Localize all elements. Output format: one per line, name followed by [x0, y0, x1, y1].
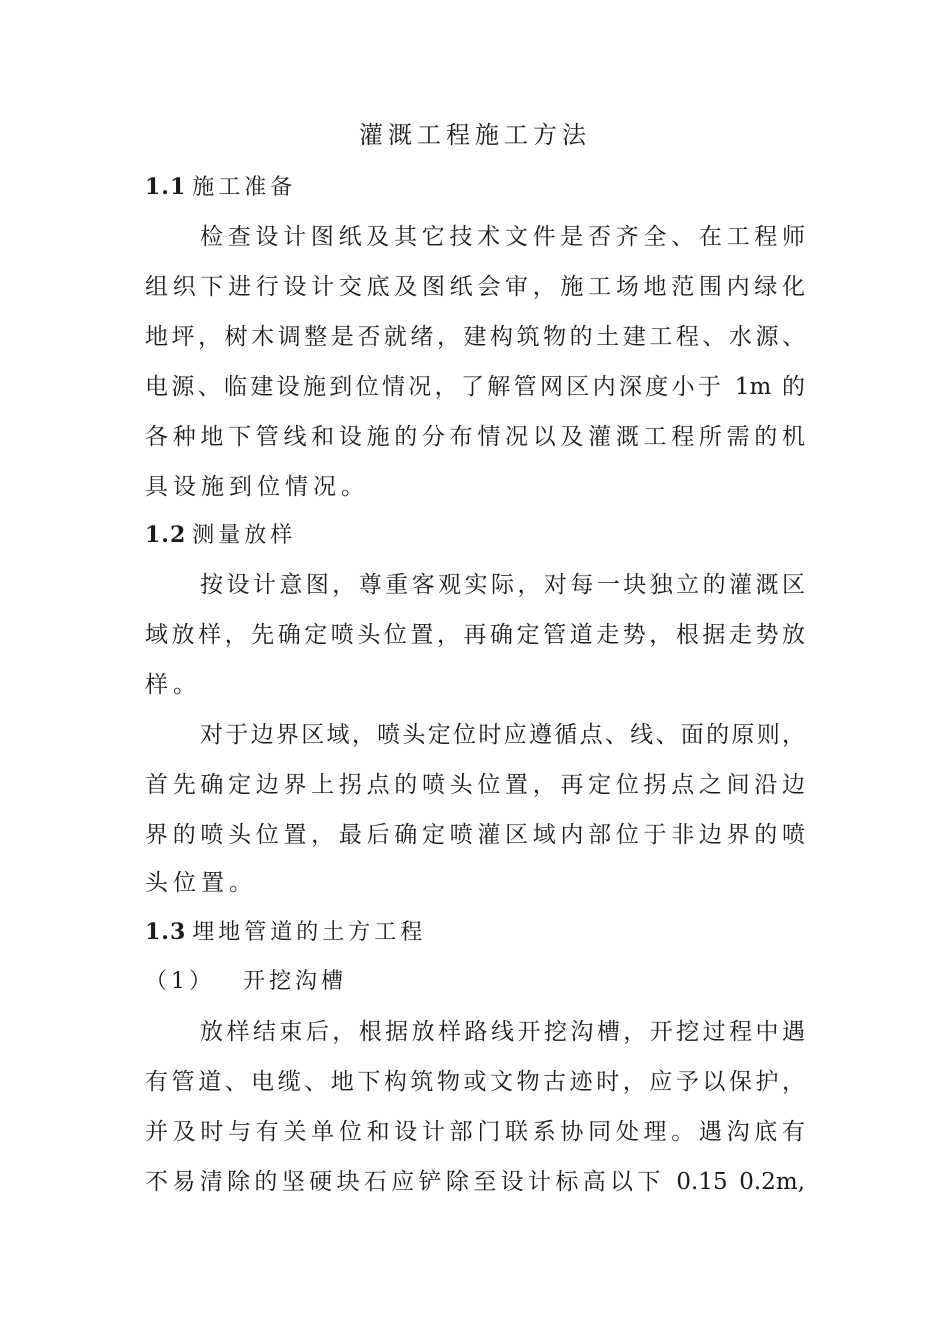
paragraph-line: 首先确定边界上拐点的喷头位置，再定位拐点之间沿边 [145, 772, 805, 798]
paragraph-line: 并及时与有关单位和设计部门联系协同处理。遇沟底有 [145, 1119, 805, 1145]
subsection-heading [145, 965, 347, 999]
paragraph-line: 有管道、电缆、地下构筑物或文物古迹时，应予以保护， [145, 1069, 805, 1095]
paragraph-line: 按设计意图，尊重客观实际，对每一块独立的灌溉区 [200, 572, 805, 598]
paragraph-line: 地坪，树木调整是否就绪，建构筑物的土建工程、水源、 [145, 324, 805, 350]
paragraph-line: 具设施到位情况。 [145, 474, 369, 500]
section-title: 测量放样 [192, 523, 297, 548]
section-heading-1-3 [145, 915, 426, 950]
paragraph-line: 样。 [145, 672, 201, 698]
subsection-number: （1） [145, 969, 215, 994]
section-number: 1.3 [145, 919, 187, 945]
section-title: 埋地管道的土方工程 [192, 920, 427, 945]
paragraph-line: 组织下进行设计交底及图纸会审，施工场地范围内绿化 [145, 274, 805, 300]
paragraph-line: 检查设计图纸及其它技术文件是否齐全、在工程师 [200, 224, 805, 250]
paragraph-line: 域放样，先确定喷头位置，再确定管道走势，根据走势放 [145, 622, 805, 648]
document-title: 灌溉工程施工方法 [359, 121, 591, 149]
paragraph-line: 界的喷头位置，最后确定喷灌区域内部位于非边界的喷 [145, 822, 805, 848]
subsection-title: 开挖沟槽 [243, 969, 348, 994]
section-title: 施工准备 [192, 175, 297, 200]
section-number: 1.1 [145, 174, 187, 200]
paragraph-line: 放样结束后，根据放样路线开挖沟槽，开挖过程中遇 [200, 1019, 805, 1045]
paragraph-line: 头位置。 [145, 870, 257, 896]
section-heading-1-1 [145, 170, 296, 205]
paragraph-line: 电源、临建设施到位情况，了解管网区内深度小于 1m 的 [145, 374, 805, 400]
paragraph-line: 不易清除的坚硬块石应铲除至设计标高以下 0.15 0.2m, [145, 1169, 805, 1195]
section-heading-1-2 [145, 518, 296, 553]
section-number: 1.2 [145, 522, 187, 548]
paragraph-line: 各种地下管线和设施的分布情况以及灌溉工程所需的机 [145, 424, 805, 450]
paragraph-line: 对于边界区域，喷头定位时应遵循点、线、面的原则， [200, 722, 805, 748]
